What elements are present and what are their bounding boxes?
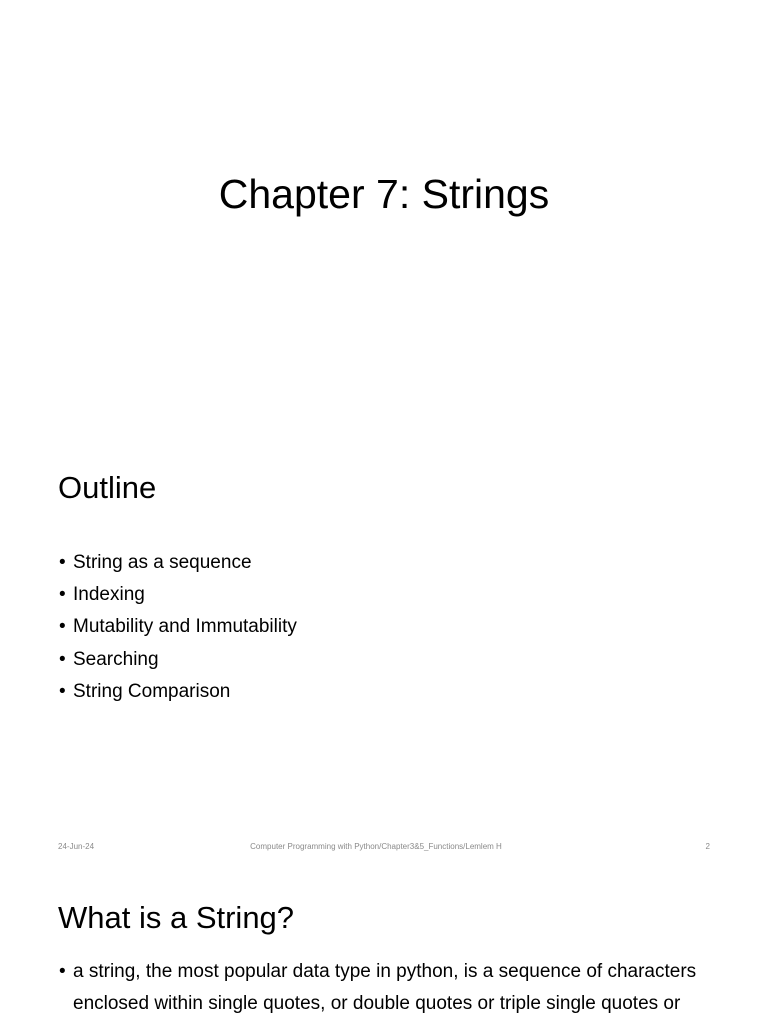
outline-item [59,579,297,611]
outline-item-text: String Comparison [73,680,231,702]
bullet-icon: • [59,552,66,573]
bullet-icon: • [59,961,66,982]
definition-text [59,956,723,1020]
outline-item-text: String as a sequence [73,552,252,573]
outline-item-text: Searching [73,648,159,670]
bullet-icon: • [59,648,66,670]
outline-item [59,676,297,708]
outline-heading: Outline [58,470,157,505]
definition-heading: What is a String? [58,900,295,935]
bullet-icon: • [59,680,66,702]
footer-page-number: 2 [705,842,710,851]
bullet-icon: • [59,584,66,606]
slide-footer [0,840,768,854]
outline-item [59,547,297,579]
definition-text-content: a string, the most popular data type in python, is a sequence of characters enclosed within single quotes, or double quotes or triple single quotes or [73,961,697,1014]
outline-slide [0,432,768,864]
outline-item [59,644,297,676]
outline-item-text: Mutability and Immutability [73,616,297,638]
chapter-title: Chapter 7: Strings [218,171,550,217]
title-slide [0,0,768,432]
string-definition-slide [0,864,768,1024]
outline-list [59,547,297,708]
bullet-icon: • [59,616,66,638]
footer-course-info: Computer Programming with Python/Chapter3&5_Functions/Lemlem H [250,842,502,851]
outline-item-text: Indexing [73,584,145,606]
outline-item [59,611,297,643]
footer-date: 24-Jun-24 [58,842,95,851]
